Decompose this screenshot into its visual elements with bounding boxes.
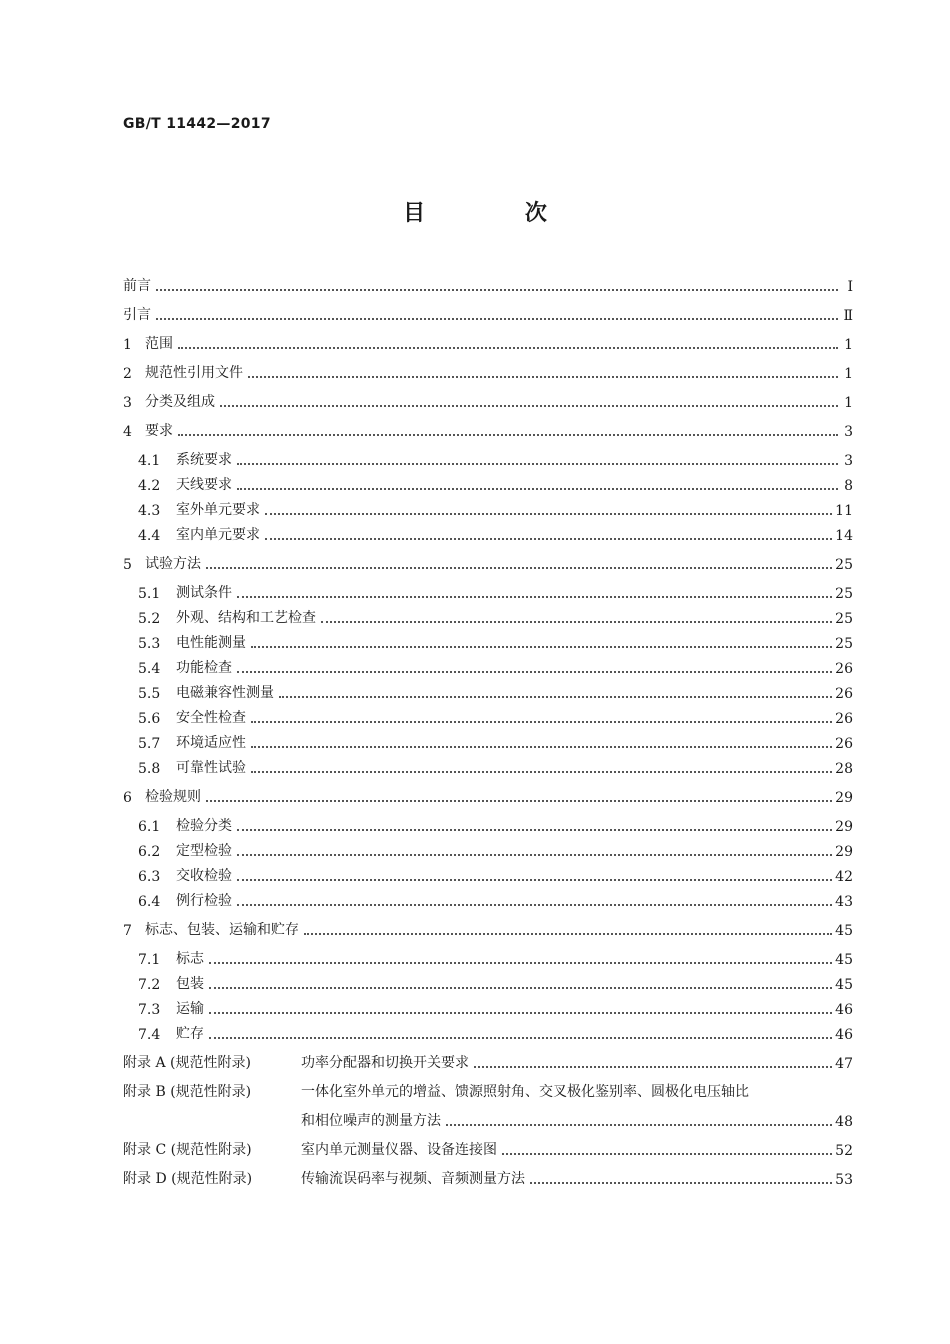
toc-entry-page: 45 <box>835 923 853 939</box>
toc-entry-page: 25 <box>835 636 853 652</box>
dot-leader <box>237 890 832 906</box>
toc-entry-page: 45 <box>835 977 853 993</box>
toc-entry-5-3[interactable] <box>138 630 853 652</box>
toc-entry-page: 47 <box>835 1056 853 1072</box>
toc-appendix-d[interactable] <box>123 1166 853 1188</box>
toc-entry-page: 42 <box>835 869 853 885</box>
toc-entry-foreword[interactable] <box>123 273 853 295</box>
toc-entry-label: 室内单元要求 <box>176 527 260 543</box>
toc-appendix-c[interactable] <box>123 1137 853 1159</box>
toc-entry-label: 交收检验 <box>176 868 232 884</box>
dot-leader <box>530 1168 832 1184</box>
toc-entry-introduction[interactable] <box>123 302 853 324</box>
dot-leader <box>156 275 838 291</box>
toc-entry-6-3[interactable] <box>138 863 853 885</box>
toc-entry-label: 一体化室外单元的增益、馈源照射角、交叉极化鉴别率、圆极化电压轴比 <box>301 1084 749 1100</box>
toc-entry-number: 5.3 <box>138 636 161 652</box>
toc-entry-page: 1 <box>844 395 853 411</box>
dot-leader <box>209 973 832 989</box>
toc-entry-label: 范围 <box>145 336 173 352</box>
toc-entry-page: 26 <box>835 736 853 752</box>
toc-entry-page: Ⅱ <box>843 308 853 324</box>
appendix-heading: 附录 C (规范性附录) <box>123 1142 252 1158</box>
toc-entry-page: 25 <box>835 557 853 573</box>
toc-entry-label: 天线要求 <box>176 477 232 493</box>
toc-entry-7-4[interactable] <box>138 1021 853 1043</box>
toc-entry-number: 5.7 <box>138 736 161 752</box>
appendix-heading: 附录 B (规范性附录) <box>123 1084 252 1100</box>
dot-leader <box>209 998 832 1014</box>
dot-leader <box>237 815 832 831</box>
toc-entry-number: 7.3 <box>138 1002 161 1018</box>
toc-entry-number: 6.3 <box>138 869 161 885</box>
toc-entry-number: 4 <box>123 424 132 440</box>
toc-entry-number: 4.3 <box>138 503 161 519</box>
dot-leader <box>178 333 838 349</box>
toc-entry-5-2[interactable] <box>138 605 853 627</box>
toc-entry-5-8[interactable] <box>138 755 853 777</box>
toc-entry-number: 7.4 <box>138 1027 161 1043</box>
toc-entry-page: 46 <box>835 1027 853 1043</box>
toc-entry-number: 5.8 <box>138 761 161 777</box>
toc-entry-label: 贮存 <box>176 1026 204 1042</box>
toc-entry-number: 4.4 <box>138 528 161 544</box>
toc-entry-page: 45 <box>835 952 853 968</box>
toc-entry-label: 标志、包装、运输和贮存 <box>145 922 299 938</box>
toc-entry-3[interactable] <box>123 389 853 411</box>
appendix-heading: 附录 D (规范性附录) <box>123 1171 253 1187</box>
toc-entry-label: 标志 <box>176 951 204 967</box>
toc-entry-label: 室外单元要求 <box>176 502 260 518</box>
toc-entry-number: 6.2 <box>138 844 161 860</box>
dot-leader <box>265 499 832 515</box>
toc-entry-label: 测试条件 <box>176 585 232 601</box>
toc-appendix-b-continued[interactable] <box>301 1108 853 1130</box>
toc-entry-5-7[interactable] <box>138 730 853 752</box>
dot-leader <box>251 632 832 648</box>
dot-leader <box>237 474 838 490</box>
dot-leader <box>251 707 832 723</box>
toc-entry-label: 电性能测量 <box>176 635 246 651</box>
toc-entry-number: 5.1 <box>138 586 161 602</box>
dot-leader <box>265 524 832 540</box>
toc-entry-page: 8 <box>844 478 853 494</box>
dot-leader <box>251 757 832 773</box>
toc-entry-label: 检验分类 <box>176 818 232 834</box>
toc-entry-label: 功能检查 <box>176 660 232 676</box>
toc-entry-number: 5.6 <box>138 711 161 727</box>
toc-entry-7-3[interactable] <box>138 996 853 1018</box>
toc-entry-page: 43 <box>835 894 853 910</box>
toc-entry-label: 定型检验 <box>176 843 232 859</box>
toc-entry-label: 室内单元测量仪器、设备连接图 <box>301 1142 497 1158</box>
dot-leader <box>446 1110 832 1126</box>
toc-entry-2[interactable] <box>123 360 853 382</box>
toc-entry-label: 规范性引用文件 <box>145 365 243 381</box>
toc-entry-label: 前言 <box>123 278 151 294</box>
toc-entry-label: 可靠性试验 <box>176 760 246 776</box>
toc-entry-4-3[interactable] <box>138 497 853 519</box>
toc-entry-number: 4.1 <box>138 453 161 469</box>
toc-entry-number: 4.2 <box>138 478 161 494</box>
toc-entry-page: 26 <box>835 711 853 727</box>
toc-entry-page: 25 <box>835 611 853 627</box>
toc-entry-number: 6 <box>123 790 132 806</box>
dot-leader <box>206 553 832 569</box>
dot-leader <box>474 1052 832 1068</box>
toc-entry-4-2[interactable] <box>138 472 853 494</box>
dot-leader <box>237 657 832 673</box>
toc-entry-label: 引言 <box>123 307 151 323</box>
toc-entry-7[interactable] <box>123 917 853 939</box>
toc-entry-label: 环境适应性 <box>176 735 246 751</box>
toc-entry-4-4[interactable] <box>138 522 853 544</box>
toc-entry-6-2[interactable] <box>138 838 853 860</box>
dot-leader <box>237 865 832 881</box>
toc-appendix-b[interactable] <box>123 1079 751 1101</box>
dot-leader <box>502 1139 832 1155</box>
toc-entry-page: 3 <box>844 424 853 440</box>
dot-leader <box>156 304 838 320</box>
dot-leader <box>304 919 832 935</box>
toc-entry-7-2[interactable] <box>138 971 853 993</box>
toc-entry-4[interactable] <box>123 418 853 440</box>
toc-entry-label: 系统要求 <box>176 452 232 468</box>
dot-leader <box>220 391 838 407</box>
dot-leader <box>209 948 832 964</box>
toc-entry-page: 29 <box>835 790 853 806</box>
dot-leader <box>237 840 832 856</box>
toc-entry-7-1[interactable] <box>138 946 853 968</box>
toc-entry-number: 2 <box>123 366 132 382</box>
toc-entry-page: 46 <box>835 1002 853 1018</box>
toc-entry-page: 25 <box>835 586 853 602</box>
toc-entry-page: 14 <box>835 528 853 544</box>
toc-entry-page: 53 <box>835 1172 853 1188</box>
toc-appendix-a[interactable] <box>123 1050 853 1072</box>
toc-entry-number: 1 <box>123 337 132 353</box>
dot-leader <box>279 682 832 698</box>
toc-entry-6[interactable] <box>123 784 853 806</box>
toc-entry-number: 7.1 <box>138 952 161 968</box>
toc-entry-page: Ⅰ <box>847 279 853 295</box>
toc-entry-6-1[interactable] <box>138 813 853 835</box>
toc-entry-number: 5.4 <box>138 661 161 677</box>
toc-entry-5-1[interactable] <box>138 580 853 602</box>
toc-entry-page: 48 <box>835 1114 853 1130</box>
toc-entry-number: 7 <box>123 923 132 939</box>
toc-entry-number: 5 <box>123 557 132 573</box>
toc-entry-number: 5.2 <box>138 611 161 627</box>
toc-entry-label: 电磁兼容性测量 <box>176 685 274 701</box>
toc-entry-number: 6.1 <box>138 819 161 835</box>
toc-entry-label: 检验规则 <box>145 789 201 805</box>
toc-entry-4-1[interactable] <box>138 447 853 469</box>
toc-entry-number: 5.5 <box>138 686 161 702</box>
toc-entry-5-5[interactable] <box>138 680 853 702</box>
toc-entry-page: 26 <box>835 661 853 677</box>
toc-entry-page: 1 <box>844 337 853 353</box>
toc-entry-number: 3 <box>123 395 132 411</box>
toc-entry-page: 52 <box>835 1143 853 1159</box>
toc-entry-page: 3 <box>844 453 853 469</box>
toc-entry-number: 7.2 <box>138 977 161 993</box>
toc-entry-label: 试验方法 <box>145 556 201 572</box>
toc-entry-label: 要求 <box>145 423 173 439</box>
dot-leader <box>251 732 832 748</box>
toc-entry-label: 传输流误码率与视频、音频测量方法 <box>301 1171 525 1187</box>
toc-entry-1[interactable] <box>123 331 853 353</box>
toc-entry-5-4[interactable] <box>138 655 853 677</box>
toc-entry-label: 安全性检查 <box>176 710 246 726</box>
toc-entry-page: 11 <box>835 503 853 519</box>
toc-entry-number: 6.4 <box>138 894 161 910</box>
toc-entry-label: 运输 <box>176 1001 204 1017</box>
appendix-heading: 附录 A (规范性附录) <box>123 1055 251 1071</box>
toc-entry-label: 分类及组成 <box>145 394 215 410</box>
toc-entry-page: 1 <box>844 366 853 382</box>
dot-leader <box>237 449 838 465</box>
dot-leader <box>237 582 832 598</box>
toc-entry-6-4[interactable] <box>138 888 853 910</box>
toc-entry-5-6[interactable] <box>138 705 853 727</box>
toc-entry-page: 28 <box>835 761 853 777</box>
toc-entry-5[interactable] <box>123 551 853 573</box>
dot-leader <box>321 607 832 623</box>
toc-entry-page: 29 <box>835 819 853 835</box>
toc-entry-label-continued: 和相位噪声的测量方法 <box>301 1113 441 1129</box>
toc-entry-label: 例行检验 <box>176 893 232 909</box>
toc-entry-label: 外观、结构和工艺检查 <box>176 610 316 626</box>
toc-entry-label: 包装 <box>176 976 204 992</box>
toc-title: 目 次 <box>403 201 593 226</box>
document-code: GB/T 11442—2017 <box>123 116 271 132</box>
toc-entry-label: 功率分配器和切换开关要求 <box>301 1055 469 1071</box>
toc-entry-page: 26 <box>835 686 853 702</box>
toc-entry-page: 29 <box>835 844 853 860</box>
dot-leader <box>209 1023 832 1039</box>
dot-leader <box>248 362 838 378</box>
dot-leader <box>206 786 832 802</box>
dot-leader <box>178 420 838 436</box>
